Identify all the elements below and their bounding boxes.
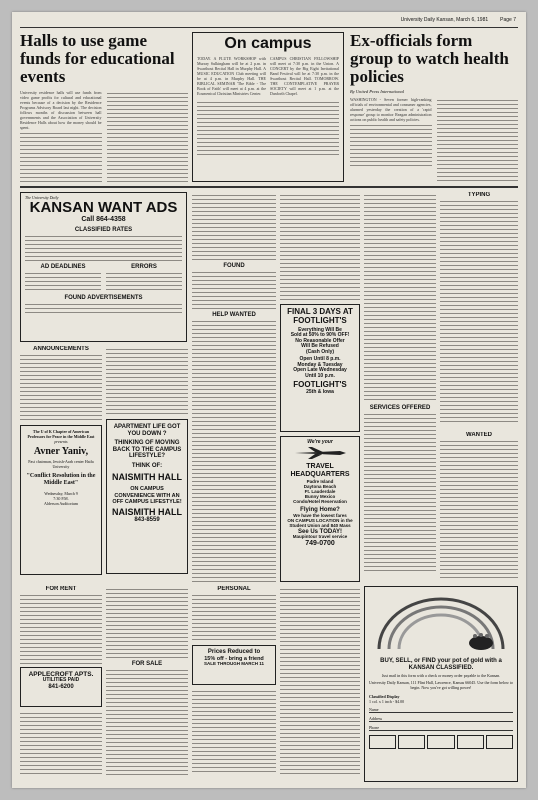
typing-text bbox=[440, 198, 518, 424]
classified-col-3 bbox=[192, 192, 276, 582]
applecroft-title: APPLECROFT APTS. bbox=[28, 671, 94, 678]
coupon-body: Just mail in this form with a check or money order payable to the Kansan. bbox=[381, 673, 501, 679]
col2-text bbox=[106, 346, 188, 416]
col4-text bbox=[280, 192, 360, 300]
services-text bbox=[364, 411, 436, 571]
form-address-field[interactable]: Address bbox=[369, 716, 513, 722]
coupon-title: BUY, SELL, or FIND your pot of gold with a KANSAN CLASSIFIED. bbox=[380, 658, 502, 671]
naismith-phone: 843-8559 bbox=[134, 517, 160, 524]
coupon-address: University Daily Kansan, 111 Flint Hall, Lawrence, Kansas 66045. Use the form below to begin. Now you've got willing power! bbox=[369, 680, 514, 691]
section-rule bbox=[20, 186, 518, 188]
applecroft-ad: APPLECROFT APTS. UTILITIES PAID 841-6200 bbox=[20, 667, 102, 707]
deadlines: AD DEADLINES bbox=[25, 264, 101, 292]
left-story bbox=[20, 32, 188, 182]
footlights-ad: FINAL 3 DAYS AT FOOTLIGHT'S Everything Will Be Sold at 50% to 90% OFF! No Reasonable Offer Will Be Refused (Cash Only) Open Until 8 p.m. Monday & Tuesday Open Late Wednesday Until 10 p.m. FOOTLIGHT'S 25th & Iowa bbox=[280, 304, 360, 432]
masthead-title: KANSAN WANT ADS bbox=[29, 199, 178, 216]
rates-table bbox=[25, 233, 182, 261]
form-phone-field[interactable]: Phone bbox=[369, 725, 513, 731]
running-header bbox=[22, 17, 516, 25]
announcements-text bbox=[20, 352, 102, 422]
wanted-heading: WANTED bbox=[466, 432, 492, 438]
wanted-column bbox=[440, 432, 518, 582]
found-text bbox=[192, 269, 276, 309]
form-name-field[interactable]: Name bbox=[369, 707, 513, 713]
for-rent-heading: FOR RENT bbox=[45, 586, 77, 592]
col4-lower bbox=[280, 586, 360, 782]
rainbow-pot-of-gold-icon bbox=[369, 591, 513, 651]
left-story-col-1: University residence halls will use funds from video game profits for cultural and educational events because of a decision by the Residence Programs Advisory Board last night. The decision follows months of discussion between hall governments and the Association of University Residence Halls about how the money should be spent. bbox=[20, 90, 102, 182]
classified-coupon bbox=[364, 586, 518, 782]
right-story-byline: By United Press International bbox=[350, 89, 404, 94]
right-story-headline: Ex-officials form group to watch health policies bbox=[350, 32, 509, 86]
for-sale-column bbox=[106, 586, 188, 782]
footlights-name: FOOTLIGHT'S bbox=[293, 380, 347, 390]
right-story-col-2 bbox=[437, 97, 519, 182]
services-heading: SERVICES OFFERED bbox=[369, 405, 431, 411]
col2-lower-text bbox=[106, 586, 188, 658]
naismith-name: NAISMITH HALL bbox=[112, 471, 182, 482]
col4-lower-text bbox=[280, 586, 360, 776]
for-rent-text bbox=[20, 592, 102, 664]
for-rent-text-2 bbox=[20, 710, 102, 774]
found-heading: FOUND bbox=[223, 263, 245, 269]
left-story-headline: Halls to use game funds for educational events bbox=[20, 32, 175, 86]
masthead-phone: Call 864-4358 bbox=[81, 216, 126, 223]
travel-ad: We're your TRAVEL HEADQUARTERS Padre Island Daytona Beach Ft. Lauderdale Bunny Mexico Condo/Hotel Reservation Flying Home? We have the lowest fares ON CAMPUS LOCATION in the Student Union and 840 Mass See Us TODAY! Maupintour travel service 749-0700 bbox=[280, 436, 360, 582]
found-ads-text bbox=[25, 301, 182, 315]
paper-dateline: University Daily Kansan, March 6, 1981 bbox=[400, 17, 489, 23]
column-2 bbox=[106, 346, 188, 581]
right-story-body bbox=[350, 97, 518, 182]
coupon-rate: 1 col. x 1 inch - $4.00 bbox=[369, 699, 405, 705]
masthead-small: The University Daily bbox=[25, 195, 59, 200]
coupon-form-title: Classified Display bbox=[369, 694, 400, 700]
coupon-grid bbox=[369, 735, 513, 749]
for-sale-heading: FOR SALE bbox=[131, 661, 163, 667]
rates-title: CLASSIFIED RATES bbox=[74, 227, 133, 233]
on-campus-heading: On campus bbox=[224, 35, 312, 52]
deadlines-errors bbox=[25, 264, 182, 292]
classified-col-4 bbox=[280, 192, 360, 582]
avner-name: Avner Yaniv, bbox=[33, 446, 89, 457]
announcements-heading: ANNOUNCEMENTS bbox=[33, 346, 89, 352]
classified-col-5 bbox=[364, 192, 436, 582]
right-story bbox=[350, 32, 518, 182]
header-rule bbox=[20, 27, 518, 28]
errors: ERRORS bbox=[106, 264, 182, 292]
naismith-ad: APARTMENT LIFE GOT YOU DOWN ? THINKING OF MOVING BACK TO THE CAMPUS LIFESTYLE? THINK OF: NAISMITH HALL ON CAMPUS CONVENIENCE WITH AN OFF CAMPUS LIFESTYLE! NAISMITH HALL 843-8559 bbox=[106, 419, 188, 574]
personal-heading: PERSONAL bbox=[217, 586, 251, 592]
avner-ad: The U of K Chapter of American Professors for Peace in the Middle East presents Avner Yaniv, Past chairman, Jewish-Arab center Haifa University "Conflict Resolution in the Middle East" Wednesday, March 9 7:30 P.M. Alderson Auditorium bbox=[20, 425, 102, 575]
for-sale-text bbox=[106, 667, 188, 775]
on-campus-columns bbox=[197, 56, 339, 96]
found-ads-title: FOUND ADVERTISEMENTS bbox=[64, 295, 143, 301]
classifieds-masthead bbox=[20, 192, 187, 342]
for-rent-column bbox=[20, 586, 102, 782]
classified-col-6 bbox=[440, 192, 518, 427]
right-story-col-1: WASHINGTON - Seven former high-ranking officials of environmental and consumer agencies, alarmed yesterday the creation of a 'rapid response' group to monitor Reagan administration actions on public health and safety policies. bbox=[350, 97, 432, 182]
on-campus-col-2: CAMPUS CHRISTIAN FELLOWSHIP will meet at 7:30 p.m. in the Union. A CONCERT by the Big Eight Invitational Band Festival will be at 7:30 p.m. in the Swarthout Recital Hall. TOMORROW. THE CONTEMPLATIVE PRAYER SOCIETY will meet at 1 p.m. at the Danforth Chapel. bbox=[270, 56, 339, 96]
announcements-column bbox=[20, 346, 102, 581]
travel-title: TRAVEL HEADQUARTERS bbox=[290, 463, 350, 478]
help-wanted-heading: HELP WANTED bbox=[212, 312, 256, 318]
left-story-body bbox=[20, 90, 188, 182]
airplane-icon bbox=[290, 447, 350, 459]
wanted-text bbox=[440, 438, 518, 578]
typing-heading: TYPING bbox=[467, 192, 491, 198]
travel-phone: 749-0700 bbox=[305, 540, 335, 548]
store-ad: Prices Reduced to 15% off - bring a friend SALE THROUGH MARCH 11 bbox=[192, 645, 276, 685]
on-campus-box bbox=[192, 32, 344, 182]
left-story-col-2 bbox=[107, 90, 189, 182]
page-number: Page 7 bbox=[500, 17, 516, 23]
on-campus-col-1: TODAY. A FLUTE WORKSHOP with Murray Sulkingham will be at 2 p.m. in Swarthout Recital Hall in Murphy Hall. A MUSIC EDUCATION Club meeting will be at 4 p.m. in Murphy Hall. THE BIBLICAL SEMINAR 'The Bible - The Book of Faith' will meet at 4 p.m. at the Ecumenical Christian Ministries Center. bbox=[197, 56, 266, 96]
personal-text bbox=[192, 592, 276, 642]
col5-text bbox=[364, 192, 436, 402]
col3-text-a bbox=[192, 192, 276, 260]
newspaper-page bbox=[12, 12, 526, 788]
personal-column bbox=[192, 586, 276, 782]
on-campus-more-text bbox=[197, 99, 339, 155]
personal-text-2 bbox=[192, 688, 276, 774]
help-wanted-text bbox=[192, 318, 276, 582]
